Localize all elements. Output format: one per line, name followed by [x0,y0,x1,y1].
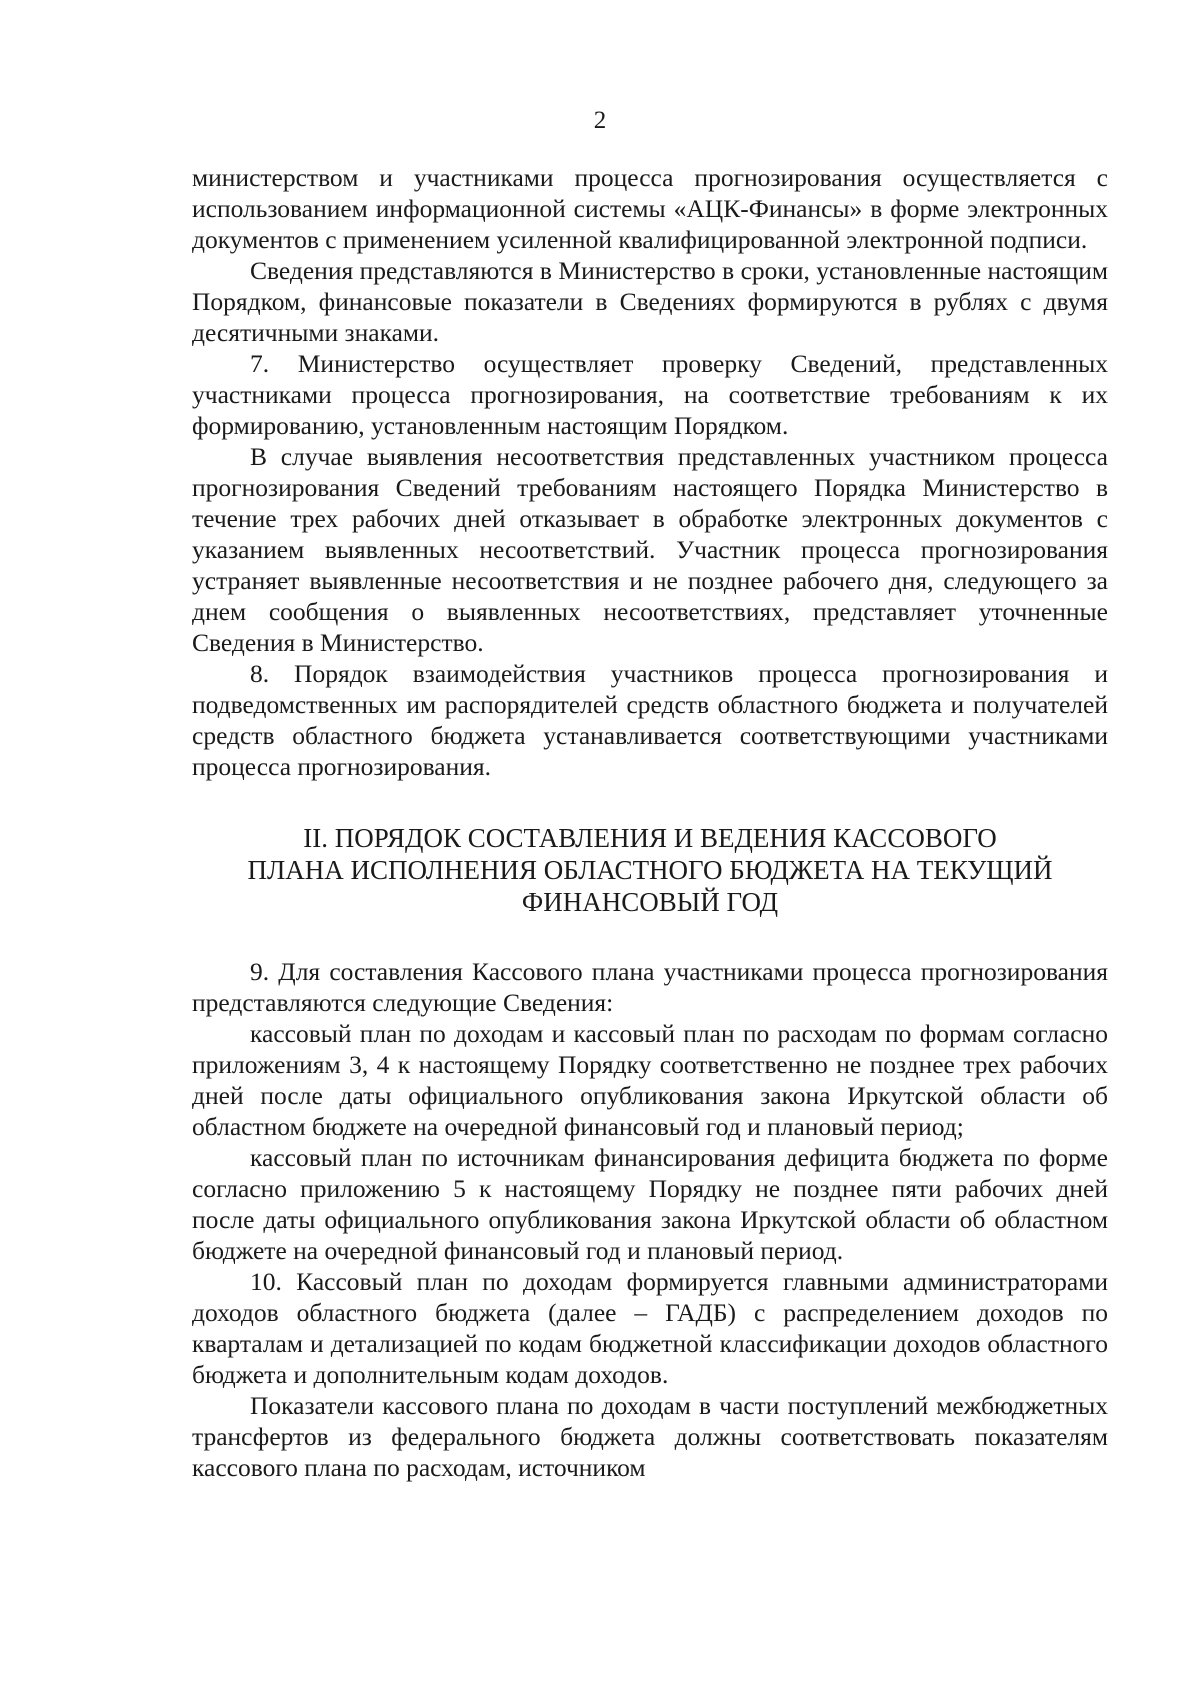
paragraph-item-8: 8. Порядок взаимодействия участников процесса прогнозирования и подведомственных им распорядителей средств областного бюджета и получателей средств областного бюджета устанавливается соответствующими участниками процесса прогнозирования. [192,659,1108,781]
paragraph-item-9: 9. Для составления Кассового плана участниками процесса прогнозирования представляются следующие Сведения: [192,957,1108,1017]
section-heading [192,822,1108,918]
paragraph-deficit-sources-plan: кассовый план по источникам финансирования дефицита бюджета по форме согласно приложению 5 к настоящему Порядку не позднее пяти рабочих дней после даты официального опубликования закона Иркутской области об областном бюджете на очередной финансовый год и плановый период. [192,1143,1108,1265]
paragraph-continuation: министерством и участниками процесса прогнозирования осуществляется с использованием информационной системы «АЦК-Финансы» в форме электронных документов с применением усиленной квалифицированной электронной подписи. [192,163,1108,254]
section-heading-line-3: ФИНАНСОВЫЙ ГОД [521,887,779,917]
paragraph-submission-terms: Сведения представляются в Министерство в сроки, установленные настоящим Порядком, финансовые показатели в Сведениях формируются в рублях с двумя десятичными знаками. [192,256,1108,347]
paragraph-nonconformity: В случае выявления несоответствия представленных участником процесса прогнозирования Сведений требованиям настоящего Порядка Министерство в течение трех рабочих дней отказывает в обработке электронных документов с указанием выявленных несоответствий. Участник процесса прогнозирования устраняет выявленные несоответствия и не позднее рабочего дня, следующего за днем сообщения о выявленных несоответствиях, представляет уточненные Сведения в Министерство. [192,442,1108,657]
section-heading-line-1: II. ПОРЯДОК СОСТАВЛЕНИЯ И ВЕДЕНИЯ КАССОВОГО [303,823,997,853]
paragraph-item-10: 10. Кассовый план по доходам формируется главными администраторами доходов областного бюджета (далее – ГАДБ) с распределением доходов по кварталам и детализацией по кодам бюджетной классификации доходов областного бюджета и дополнительным кодам доходов. [192,1267,1108,1389]
page-number: 2 [593,107,607,134]
section-heading-line-2: ПЛАНА ИСПОЛНЕНИЯ ОБЛАСТНОГО БЮДЖЕТА НА ТЕКУЩИЙ [247,855,1053,885]
paragraph-income-expense-plan: кассовый план по доходам и кассовый план по расходам по формам согласно приложениям 3, 4 к настоящему Порядку соответственно не позднее трех рабочих дней после даты официального опубликования закона Иркутской области об областном бюджете на очередной финансовый год и плановый период; [192,1019,1108,1141]
paragraph-item-7: 7. Министерство осуществляет проверку Сведений, представленных участниками процесса прогнозирования, на соответствие требованиям к их формированию, установленным настоящим Порядком. [192,349,1108,440]
document-body [192,162,1108,1483]
paragraph-transfers: Показатели кассового плана по доходам в части поступлений межбюджетных трансфертов из федерального бюджета должны соответствовать показателям кассового плана по расходам, источником [192,1391,1108,1482]
